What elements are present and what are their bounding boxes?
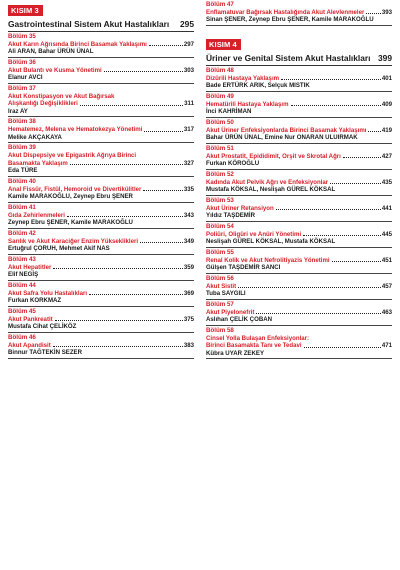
chapter-title[interactable]: Akut Apandisit [8,341,51,349]
chapter-number: Bölüm 51 [206,145,234,152]
entry-divider [206,247,392,248]
dot-leader [291,105,381,106]
chapter-authors: Kübra UYAR ZEKEY [206,349,265,357]
toc-entry[interactable] [206,327,392,359]
chapter-title-line[interactable] [8,238,194,245]
toc-entry[interactable] [8,308,194,333]
entry-divider [206,299,392,300]
chapter-title[interactable]: Akut Safra Yolu Hastalıkları [8,289,88,297]
chapter-title[interactable]: Akut Üriner Enfeksiyonlarda Birinci Basamak Yaklaşımı [206,127,367,134]
entry-divider [8,116,194,117]
toc-entry[interactable] [8,230,194,255]
section-header [8,0,194,32]
toc-entry[interactable] [8,256,194,281]
toc-entry[interactable] [206,197,392,222]
chapter-authors: Binnur TAĞTEKİN SEZER [8,349,83,357]
chapter-authors: Furkan KÖROĞLU [206,160,260,168]
chapter-page-number: 369 [183,289,194,297]
chapter-number: Bölüm 38 [8,118,36,126]
section-title-row [8,18,194,32]
dot-leader [55,320,183,321]
toc-entry[interactable] [206,301,392,326]
dot-leader [256,313,380,314]
chapter-number: Bölüm 49 [206,93,234,100]
chapter-page-number: 471 [381,342,392,350]
entry-divider [8,254,194,255]
section-spacer [206,26,392,34]
dot-leader [140,242,183,243]
chapter-title-line[interactable] [206,257,392,264]
chapter-number: Bölüm 50 [206,119,234,126]
chapter-number: Bölüm 42 [8,229,36,237]
chapter-page-number: 375 [183,315,194,323]
toc-entry[interactable] [206,145,392,170]
entry-divider [8,176,194,177]
dot-leader [70,164,183,165]
chapter-number: Bölüm 53 [206,197,234,204]
toc-entry[interactable] [8,204,194,229]
section-title-row [206,52,392,66]
chapter-number: Bölüm 40 [8,177,36,185]
entry-divider [206,221,392,222]
chapter-number: Bölüm 39 [8,144,36,152]
dot-leader [304,347,381,348]
chapter-title[interactable]: Renal Kolik ve Akut Nefrolitiyazis Yönetimi [206,257,330,264]
toc-entry[interactable] [8,59,194,84]
chapter-authors: İnci KAHRİMAN [206,108,252,116]
chapter-title[interactable]: Akut Pankreatit [8,315,53,323]
dot-leader [276,209,381,210]
chapter-number: Bölüm 48 [206,67,234,74]
chapter-title[interactable]: Enflamatuvar Bağırsak Hastalığında Akut Alevlenmeler [206,9,365,16]
dot-leader [281,79,381,80]
section-title: Gastrointestinal Sistem Akut Hastalıkları [8,19,170,29]
section-title: Üriner ve Genital Sistem Akut Hastalıkları [206,53,371,63]
chapter-page-number: 297 [183,41,194,48]
chapter-title-line[interactable] [206,75,392,82]
entry-divider [206,273,392,274]
chapter-title[interactable]: Dizürili Hastaya Yaklaşım [206,75,280,82]
chapter-page-number: 317 [183,126,194,134]
chapter-title-line[interactable] [206,205,392,212]
chapter-authors: Ali ARAN, Bahar ÜRÜN ÜNAL [8,48,94,56]
chapter-authors: Mustafa Cihat ÇELİKÖZ [8,323,77,331]
chapter-title[interactable]: Basamakta Yaklaşım [8,159,68,167]
chapter-title-line[interactable] [206,101,392,108]
chapter-title[interactable]: Akut Piyelonefrit [206,309,255,316]
chapter-page-number: 409 [381,101,392,108]
chapter-authors: Gülşen TAŞDEMİR SANCI [206,264,281,272]
dot-leader [104,71,183,72]
chapter-title-line[interactable] [206,283,392,290]
chapter-number: Bölüm 43 [8,255,36,263]
toc-entry[interactable] [206,1,392,26]
chapter-page-number: 359 [183,263,194,271]
chapter-page-number: 401 [381,75,392,82]
toc-entry[interactable] [8,178,194,203]
dot-leader [143,190,182,191]
entry-divider [8,83,194,84]
chapter-title-line[interactable] [8,316,194,323]
dot-leader [343,157,381,158]
chapter-authors: Sinan ŞENER, Zeynep Ebru ŞENER, Kamile MARAKOĞLU [206,16,374,24]
chapter-number: Bölüm 45 [8,307,36,315]
chapter-title-line[interactable] [8,100,194,107]
chapter-authors: Elif NEGİŞ [8,271,39,279]
chapter-authors: Mustafa KÖKSAL, Neslişah GÜREL KÖKSAL [206,186,336,194]
toc-entry[interactable] [206,171,392,196]
toc-entry[interactable] [8,282,194,307]
entry-divider [206,358,392,359]
dot-leader [330,183,381,184]
chapter-authors: Neslişah GÜREL KÖKSAL, Mustafa KÖKSAL [206,238,336,246]
chapter-authors: Bahar ÜRÜN ÜNAL, Emine Nur ONARAN ULUIRMAK [206,134,358,142]
toc-entry[interactable] [206,119,392,144]
chapter-authors: Zeynep Ebru ŞENER, Kamile MARAKOĞLU [8,219,133,227]
chapter-authors: Aslıhan ÇELİK ÇOBAN [206,316,273,324]
chapter-title-line[interactable] [206,309,392,316]
section-tag: KISIM 4 [206,39,241,50]
chapter-authors: Furkan KORKMAZ [8,297,62,305]
chapter-number: Bölüm 55 [206,249,234,256]
chapter-title[interactable]: Sarılık ve Akut Karaciğer Enzim Yükseklikleri [8,237,139,245]
section-header [206,34,392,66]
dot-leader [53,268,182,269]
toc-entry[interactable] [206,223,392,248]
entry-divider [8,358,194,359]
chapter-page-number: 445 [381,231,392,238]
chapter-title[interactable]: Birinci Basamakta Tanı ve Tedavi [206,342,302,350]
chapter-title-line[interactable] [8,126,194,133]
dot-leader [53,346,183,347]
toc-left-column [8,0,194,359]
entry-divider [206,91,392,92]
chapter-title[interactable]: Poliüri, Oligüri ve Anüri Yönetimi [206,231,302,238]
toc-entry[interactable] [206,275,392,300]
chapter-authors: Ertuğrul ÇORUH, Mehmet Akif NAS [8,245,110,253]
chapter-page-number: 435 [381,179,392,186]
entry-divider [206,143,392,144]
toc-entry[interactable] [8,85,194,117]
entry-divider [8,306,194,307]
chapter-number: Bölüm 58 [206,327,234,334]
section-tag: KISIM 3 [8,5,43,16]
entry-divider [8,57,194,58]
chapter-number: Bölüm 44 [8,281,36,289]
chapter-title[interactable]: Akut Prostatit, Epididimit, Orşit ve Skrotal Ağrı [206,153,341,160]
entry-divider [8,280,194,281]
chapter-title[interactable]: Anal Fissür, Fistül, Hemoroid ve Divertikülitler [8,185,142,193]
chapter-page-number: 427 [381,153,392,160]
chapter-title[interactable]: Akut Üriner Retansiyon [206,205,274,212]
chapter-number: Bölüm 56 [206,275,234,282]
chapter-number: Bölüm 37 [8,85,36,92]
chapter-authors: Eda TÜRE [8,167,38,175]
chapter-page-number: 451 [381,257,392,264]
toc-entry[interactable] [8,33,194,58]
toc-entry[interactable] [206,67,392,92]
dot-leader [366,13,380,14]
dot-leader [80,105,183,106]
chapter-title-line[interactable] [8,160,194,167]
chapter-authors: Kamile MARAKOĞLU, Zeynep Ebru ŞENER [8,193,133,201]
entry-divider [206,325,392,326]
dot-leader [332,261,381,262]
chapter-title-line[interactable] [206,231,392,238]
chapter-number: Bölüm 52 [206,171,234,178]
entry-divider [8,142,194,143]
toc-right-column [206,0,392,359]
chapter-title[interactable]: Kadında Akut Pelvik Ağrı ve Enfeksiyonlar [206,179,329,186]
chapter-authors: Elanur AVCI [8,74,43,82]
chapter-title[interactable]: Akut Konstipasyon ve Akut Bağırsak [8,93,115,100]
chapter-title-line[interactable] [8,264,194,271]
entry-divider [206,169,392,170]
chapter-title[interactable]: Akut Karın Ağrısında Birinci Basamak Yaklaşımı [8,41,147,48]
entry-divider [8,202,194,203]
chapter-page-number: 419 [381,127,392,134]
dot-leader [144,131,182,132]
chapter-title[interactable]: Akut Bulantı ve Kusma Yönetimi [8,67,102,74]
toc-entry[interactable] [8,118,194,143]
dot-leader [149,45,183,46]
chapter-title[interactable]: Hematürili Hastaya Yaklaşım [206,101,289,108]
chapter-title-line[interactable] [8,290,194,297]
toc-entry[interactable] [206,93,392,118]
chapter-title-line[interactable] [206,342,392,349]
chapter-page-number: 335 [183,185,194,193]
dot-leader [368,131,380,132]
chapter-title[interactable]: Gıda Zehirlenmeleri [8,211,65,219]
chapter-page-number: 383 [183,341,194,349]
chapter-title[interactable]: Akut Hepatitler [8,263,52,271]
section-page-number: 399 [378,53,392,63]
chapter-title[interactable]: Akut Sistit [206,283,237,290]
chapter-number: Bölüm 47 [206,1,234,8]
chapter-page-number: 303 [183,67,194,74]
dot-leader [89,294,183,295]
chapter-page-number: 457 [381,283,392,290]
chapter-title-line[interactable] [8,67,194,74]
chapter-page-number: 463 [381,309,392,316]
chapter-page-number: 441 [381,205,392,212]
chapter-page-number: 327 [183,159,194,167]
chapter-number: Bölüm 57 [206,301,234,308]
entry-divider [206,117,392,118]
chapter-title[interactable]: Cinsel Yolla Bulaşan Enfeksiyonlar: [206,335,310,342]
chapter-title[interactable]: Alışkanlığı Değişiklikleri [8,100,78,108]
chapter-number: Bölüm 54 [206,223,234,230]
chapter-page-number: 343 [183,211,194,219]
chapter-title-line[interactable] [206,179,392,186]
section-page-number: 295 [180,19,194,29]
chapter-title[interactable]: Hematemez, Melena ve Hematokezya Yönetimi [8,126,143,134]
chapter-page-number: 311 [184,100,194,108]
dot-leader [238,287,381,288]
chapter-title-line[interactable] [206,127,392,134]
chapter-authors: Iraz AY [8,107,28,115]
entry-divider [206,195,392,196]
toc-entry[interactable] [8,144,194,176]
chapter-authors: Yıldız TAŞDEMİR [206,212,255,220]
chapter-number: Bölüm 46 [8,333,36,341]
entry-divider [8,228,194,229]
chapter-page-number: 393 [381,9,392,16]
chapter-title[interactable]: Akut Dispepsiye ve Epigastrik Ağrıya Birinci [8,152,137,160]
toc-entry[interactable] [8,334,194,359]
chapter-authors: Melike AKÇAKAYA [8,133,62,141]
dot-leader [67,216,183,217]
chapter-authors: Bade ERTÜRK ARIK, Selçuk MISTIK [206,82,310,90]
toc-entry[interactable] [206,249,392,274]
chapter-number: Bölüm 41 [8,203,36,211]
chapter-number: Bölüm 36 [8,59,36,66]
chapter-title-line[interactable] [8,41,194,48]
chapter-authors: Tuba SAYGILI [206,290,246,298]
dot-leader [303,235,381,236]
chapter-number: Bölüm 35 [8,33,36,40]
entry-divider [8,332,194,333]
chapter-page-number: 349 [183,237,194,245]
